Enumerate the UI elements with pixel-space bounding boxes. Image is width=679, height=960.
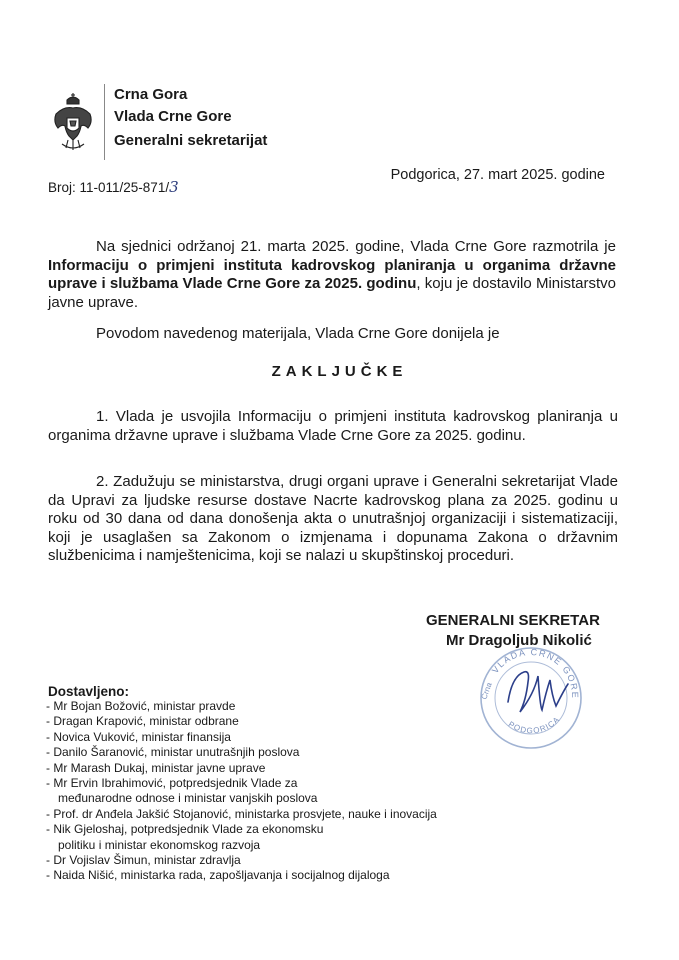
- list-item: - Prof. dr Anđela Jakšić Stojanović, ministarka prosvjete, nauke i inovacija: [46, 806, 437, 821]
- header-divider: [104, 84, 105, 160]
- conclusion-2: 2. Zadužuju se ministarstva, drugi organi uprave i Generalni sekretarijat Vlade da Upravi za ljudske resurse dostave Nacrte kadrovskog plana za 2025. godinu u roku od 30 dana od dana donošenja akta o unutrašnjoj organizaciji i sistematizaciji, koji je usaglašen sa Zakonom o izmjenama i dopunama Zakona o državnim službenicima i namještenicima, koji se nalazi u skupštinskoj proceduri.: [48, 473, 618, 564]
- list-item: politiku i ministar ekonomskog razvoja: [58, 837, 261, 852]
- list-item: - Nik Gjeloshaj, potpredsjednik Vlade za ekonomsku: [46, 822, 324, 837]
- list-item: - Mr Bojan Božović, ministar pravde: [46, 699, 236, 713]
- stamp-top-text: VLADA CRNE GORE: [489, 646, 581, 700]
- list-item: međunarodne odnose i ministar vanjskih poslova: [58, 791, 318, 806]
- header-government: Vlada Crne Gore: [114, 108, 232, 125]
- list-item: - Mr Ervin Ibrahimović, potpredsjednik Vlade za: [46, 776, 298, 791]
- header-country: Crna Gora: [114, 86, 188, 103]
- stamp-left-text: Crna: [479, 681, 494, 701]
- list-item: - Mr Marash Dukaj, ministar javne uprave: [46, 760, 266, 775]
- intro-paragraph: [48, 238, 616, 312]
- conclusion-1: 1. Vlada je usvojila Informaciju o primjeni instituta kadrovskog planiranja u organima državne uprave i službama Vlade Crne Gore za 2025. godinu.: [48, 408, 618, 444]
- place-date: Podgorica, 27. mart 2025. godine: [390, 167, 605, 183]
- reference-label: Broj: 11-011/25-871/: [48, 180, 170, 195]
- list-item: - Naida Nišić, ministarka rada, zapošljavanja i socijalnog dijaloga: [46, 868, 390, 883]
- list-item: - Novica Vuković, ministar finansija: [46, 729, 231, 744]
- section-heading: ZAKLJUČKE: [271, 363, 408, 380]
- list-item: - Dragan Krapović, ministar odbrane: [46, 714, 239, 729]
- reference-number: [48, 178, 179, 196]
- intro-paragraph-2: Povodom navedenog materijala, Vlada Crne Gore donijela je: [96, 325, 500, 342]
- signature-name: Mr Dragoljub Nikolić: [446, 632, 592, 649]
- header-office: Generalni sekretarijat: [114, 132, 268, 149]
- intro-end: , koju je dostavilo Ministarstvo javne uprave.: [48, 275, 616, 311]
- intro-bold-title: Informaciju o primjeni instituta kadrovskog planiranja u organima državne uprave i službama Vlade Crne Gore za 2025. godinu: [48, 256, 616, 292]
- reference-handwritten: 3: [169, 178, 179, 196]
- list-item: - Dr Vojislav Šimun, ministar zdravlja: [46, 853, 241, 868]
- distribution-list: [46, 699, 606, 884]
- coat-of-arms-icon: [50, 92, 96, 154]
- stamp-bottom-text: PODGORICA: [506, 714, 562, 736]
- list-item: - Danilo Šaranović, ministar unutrašnjih poslova: [46, 745, 300, 760]
- distribution-title: Dostavljeno:: [48, 684, 130, 699]
- signature-title: GENERALNI SEKRETAR: [426, 612, 600, 629]
- intro-start: Na sjednici održanoj 21. marta 2025. godine, Vlada Crne Gore razmotrila je: [96, 238, 616, 255]
